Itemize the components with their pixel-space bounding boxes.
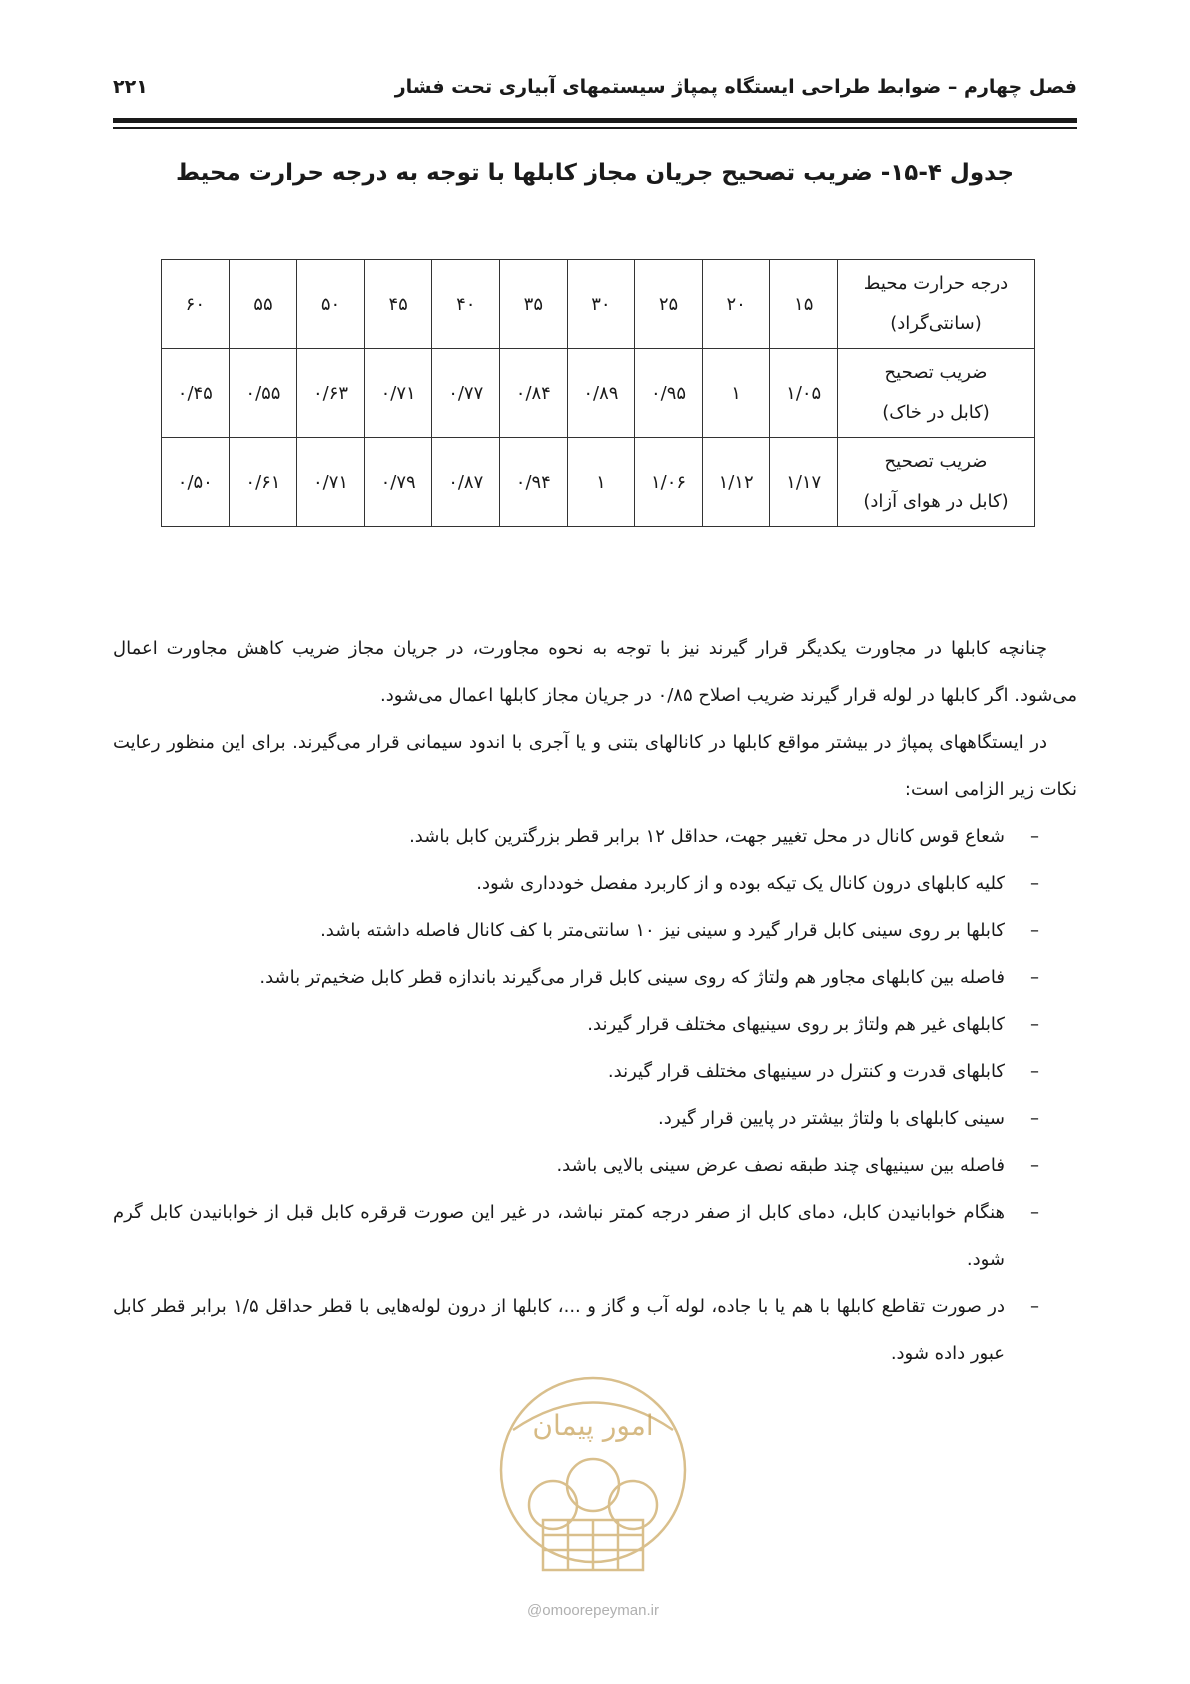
bullet-dash: – [1030,967,1039,988]
list-item-text: کابلهای غیر هم ولتاژ بر روی سینیهای مختلف قرار گیرند. [587,1014,1005,1035]
table-cell: ۱/۱۲ [702,438,770,527]
bullet-dash: – [1030,1202,1039,1223]
table-cell: ۰/۹۴ [500,438,568,527]
rules-list [113,813,1077,1377]
watermark-logo-text: امور پیمان [532,1409,654,1442]
row-header-line: (سانتی‌گراد) [890,313,982,334]
header-rule-thin [113,127,1077,129]
table-cell: ۴۵ [364,260,432,349]
table-cell: ۰/۸۴ [500,349,568,438]
page-header [113,70,1077,110]
list-item-text: کابلهای قدرت و کنترل در سینیهای مختلف قرار گیرند. [607,1061,1005,1082]
row-header-line: درجه حرارت محیط [863,273,1009,294]
row-header [838,438,1035,527]
bullet-dash: – [1030,1155,1039,1176]
list-item-text: کابلها بر روی سینی کابل قرار گیرد و سینی نیز ۱۰ سانتی‌متر با کف کانال فاصله داشته باشد. [320,920,1005,941]
list-item-text: سینی کابلهای با ولتاژ بیشتر در پایین قرار گیرد. [657,1108,1005,1129]
list-item [113,860,1039,907]
correction-factor-table [161,259,1035,527]
table-cell: ۰/۴۵ [162,349,230,438]
table-cell: ۰/۷۱ [364,349,432,438]
table-cell: ۱/۰۵ [770,349,838,438]
table-cell: ۲۰ [702,260,770,349]
table-row [162,260,1035,349]
watermark-logo [493,1355,693,1595]
list-item-text: در صورت تقاطع کابلها با هم یا با جاده، لوله آب و گاز و ...، کابلها از درون لوله‌هایی با قطر حداقل ۱/۵ برابر قطر کابل عبور داده شود. [113,1296,1006,1364]
table-cell: ۰/۷۷ [432,349,500,438]
bullet-dash: – [1030,873,1039,894]
table-cell: ۱ [702,349,770,438]
list-item [113,1142,1039,1189]
bullet-dash: – [1030,1108,1039,1129]
row-header-line: (کابل در خاک) [882,402,990,423]
list-item-text: فاصله بین سینیهای چند طبقه نصف عرض سینی بالایی باشد. [556,1155,1005,1176]
table-cell: ۰/۷۹ [364,438,432,527]
bullet-dash: – [1030,1014,1039,1035]
list-item-text: هنگام خوابانیدن کابل، دمای کابل از صفر درجه کمتر نباشد، در غیر این صورت قرقره کابل قبل از خوابانیدن کابل گرم شود. [113,1202,1005,1270]
table-cell: ۰/۵۰ [162,438,230,527]
bullet-dash: – [1030,1296,1039,1317]
list-item [113,954,1039,1001]
page-number: ۲۲۱ [113,76,148,98]
row-header-line: ضریب تصحیح [884,362,988,383]
list-item [113,1001,1039,1048]
table-cell: ۱/۱۷ [770,438,838,527]
bullet-dash: – [1030,826,1039,847]
table-cell: ۰/۵۵ [229,349,297,438]
table-row [162,349,1035,438]
table-caption: جدول ۴-۱۵- ضریب تصحیح جریان مجاز کابلها با توجه به درجه حرارت محیط [175,160,1015,186]
table-cell: ۰/۹۵ [635,349,703,438]
paragraph-adjacency: چنانچه کابلها در مجاورت یکدیگر قرار گیرند نیز با توجه به نحوه مجاورت، در جریان مجاز ضریب کاهش مجاورت اعمال می‌شود. اگر کابلها در لوله قرار گیرند ضریب اصلاح ۰/۸۵ در جریان مجاز کابلها اعمال می‌شود. [113,638,1077,706]
table-cell: ۱۵ [770,260,838,349]
row-header [838,349,1035,438]
list-item [113,813,1039,860]
table-cell: ۶۰ [162,260,230,349]
table-cell: ۰/۸۷ [432,438,500,527]
table-cell: ۰/۶۱ [229,438,297,527]
row-header-line: (کابل در هوای آزاد) [863,491,1009,512]
table-cell: ۲۵ [635,260,703,349]
table-cell: ۰/۶۳ [297,349,365,438]
row-header [838,260,1035,349]
table-cell: ۰/۷۱ [297,438,365,527]
table-cell: ۵۰ [297,260,365,349]
bullet-dash: – [1030,1061,1039,1082]
table-cell: ۱/۰۶ [635,438,703,527]
list-item-text: شعاع قوس کانال در محل تغییر جهت، حداقل ۱۲ برابر قطر بزرگترین کابل باشد. [409,826,1005,847]
list-item-text: فاصله بین کابلهای مجاور هم ولتاژ که روی سینی کابل قرار می‌گیرند باندازه قطر کابل ضخیم‌تر باشد. [259,967,1005,988]
body-text [113,625,1077,1377]
table-cell: ۴۰ [432,260,500,349]
table-cell: ۵۵ [229,260,297,349]
list-item [113,907,1039,954]
table-cell: ۱ [567,438,635,527]
table-cell: ۳۰ [567,260,635,349]
row-header-line: ضریب تصحیح [884,451,988,472]
list-item-text: کلیه کابلهای درون کانال یک تیکه بوده و از کاربرد مفصل خودداری شود. [476,873,1005,894]
chapter-title: فصل چهارم – ضوابط طراحی ایستگاه پمپاژ سیستمهای آبیاری تحت فشار [394,76,1077,98]
watermark-url: @omoorepeyman.ir [527,1602,659,1619]
table-cell: ۰/۸۹ [567,349,635,438]
bullet-dash: – [1030,920,1039,941]
list-item [113,1048,1039,1095]
list-item [113,1189,1039,1283]
table-cell: ۳۵ [500,260,568,349]
list-item [113,1095,1039,1142]
table-row [162,438,1035,527]
header-rule-thick [113,118,1077,123]
paragraph-channels: در ایستگاههای پمپاژ در بیشتر مواقع کابلها در کانالهای بتنی و یا آجری با اندود سیمانی قرار می‌گیرند. برای این منظور رعایت نکات زیر الزامی است: [113,732,1077,800]
